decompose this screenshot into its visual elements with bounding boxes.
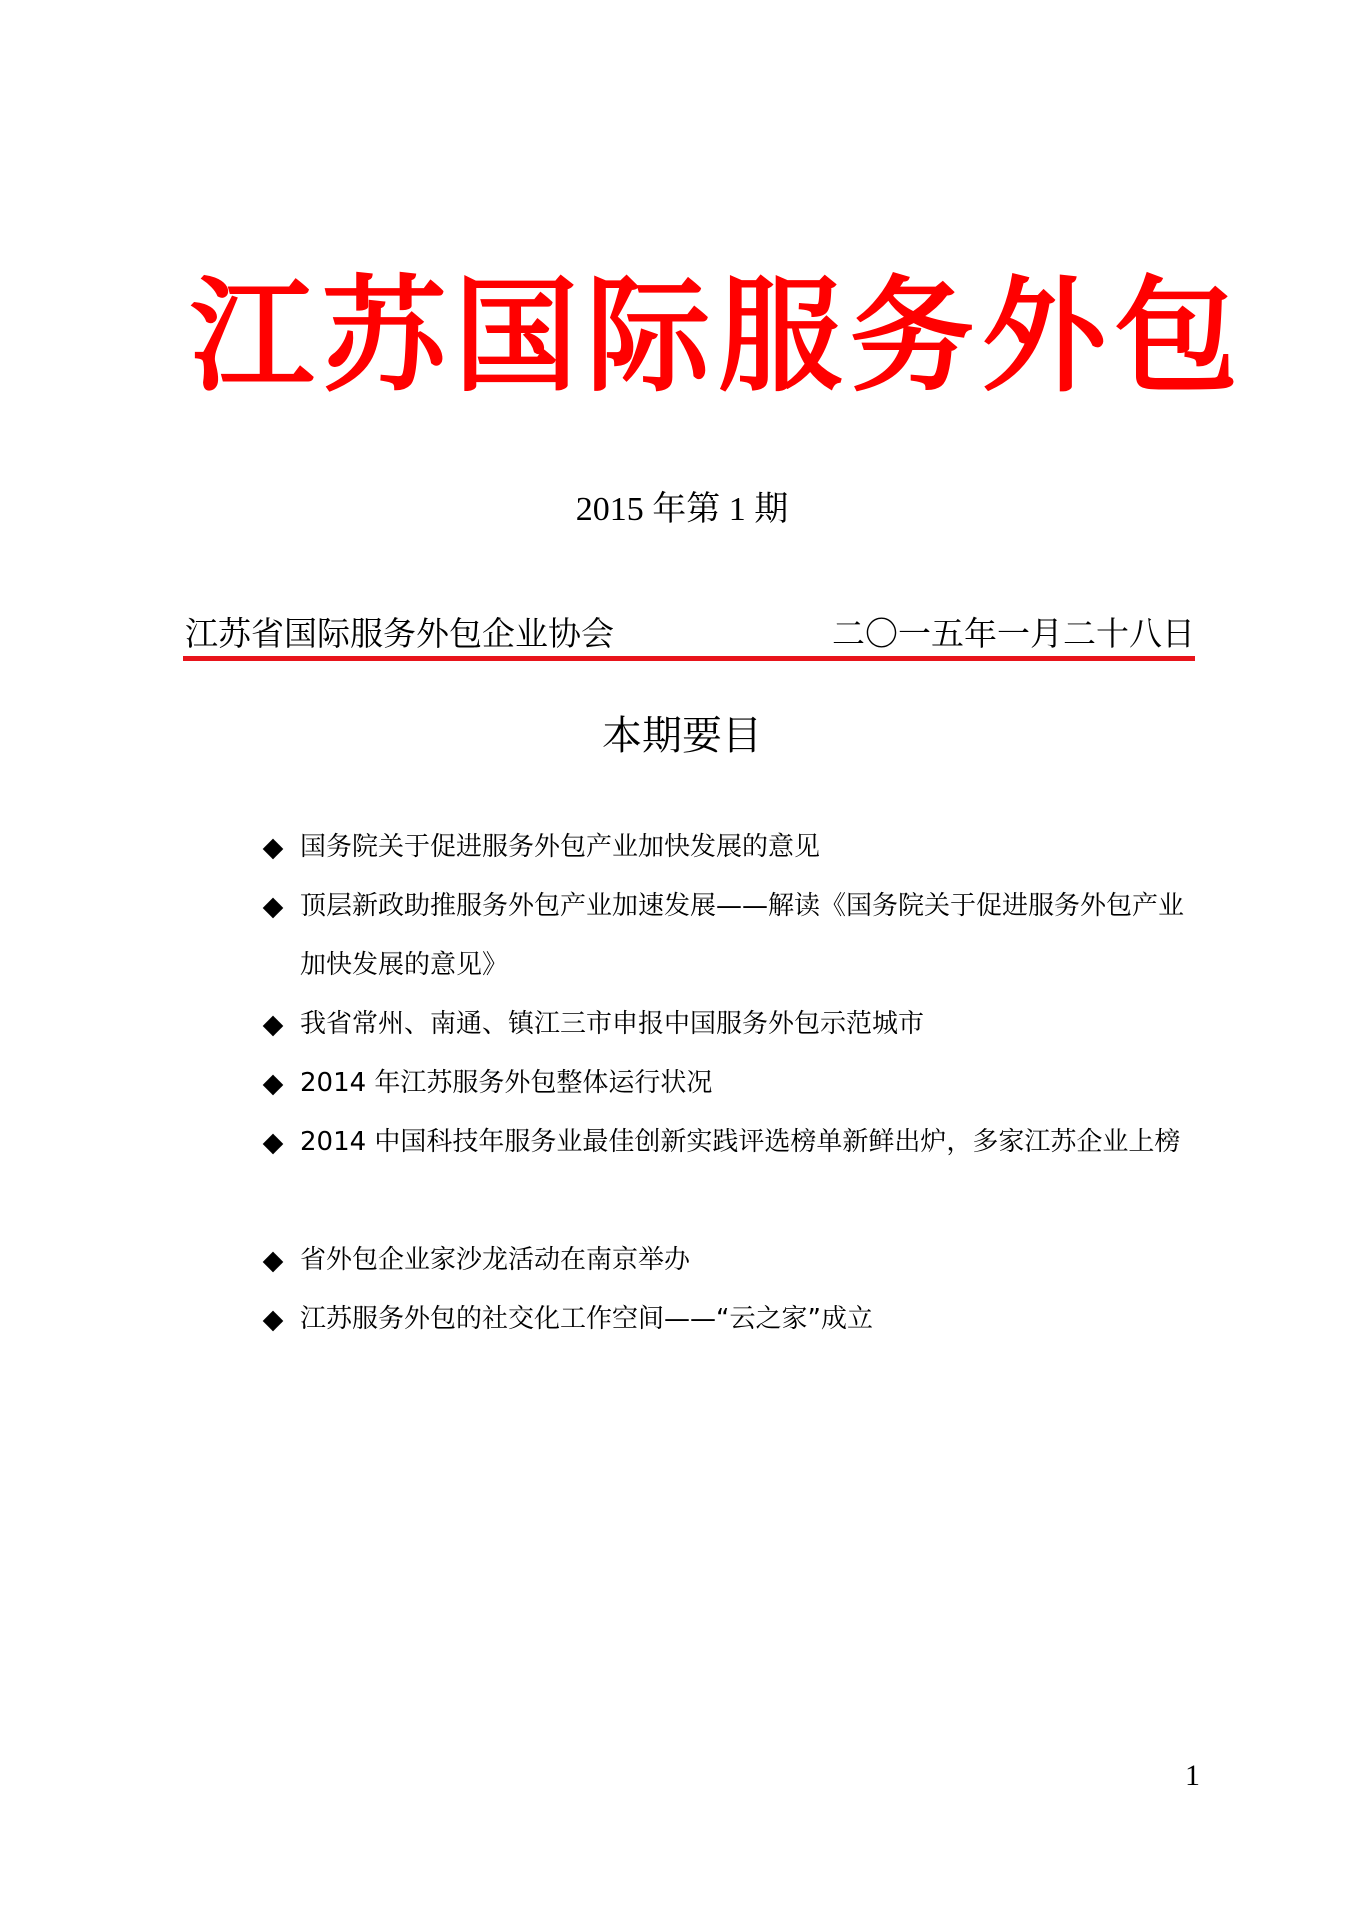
masthead-title: 江苏国际服务外包 — [190, 264, 1247, 409]
contents-item-3 — [262, 995, 1200, 1054]
contents-item-7 — [262, 1290, 1200, 1349]
contents-heading: 本期要目 — [602, 713, 762, 759]
contents-item-text: 国务院关于促进服务外包产业加快发展的意见 — [300, 832, 821, 862]
contents-item-text: 2014 中国科技年服务业最佳创新实践评选榜单新鲜出炉，多家江苏企业上榜 — [300, 1127, 1181, 1157]
contents-item-text: 2014 年江苏服务外包整体运行状况 — [300, 1068, 713, 1098]
contents-item-text: 顶层新政助推服务外包产业加速发展——解读《国务院关于促进服务外包产业加快发展的意见》 — [300, 891, 1185, 980]
contents-item-text: 我省常州、南通、镇江三市申报中国服务外包示范城市 — [300, 1009, 925, 1039]
contents-item-text: 省外包企业家沙龙活动在南京举办 — [300, 1245, 691, 1275]
diamond-icon: ◆ — [262, 1127, 284, 1158]
contents-item-5 — [262, 1113, 1200, 1172]
page-number: 1 — [1185, 1759, 1200, 1792]
contents-item-4 — [262, 1054, 1200, 1113]
diamond-icon: ◆ — [262, 1009, 284, 1040]
contents-item-text: 江苏服务外包的社交化工作空间——“云之家”成立 — [300, 1304, 873, 1334]
issue-number: 2015 年第 1 期 — [575, 491, 789, 528]
contents-item-6 — [262, 1231, 1200, 1290]
publication-date: 二〇一五年一月二十八日 — [832, 614, 1195, 653]
contents-item-2 — [262, 877, 1200, 995]
diamond-icon: ◆ — [262, 1245, 284, 1276]
contents-item-1 — [262, 818, 1200, 877]
diamond-icon: ◆ — [262, 1068, 284, 1099]
organization-name: 江苏省国际服务外包企业协会 — [185, 614, 614, 653]
diamond-icon: ◆ — [262, 1304, 284, 1335]
diamond-icon: ◆ — [262, 891, 284, 922]
diamond-icon: ◆ — [262, 832, 284, 863]
